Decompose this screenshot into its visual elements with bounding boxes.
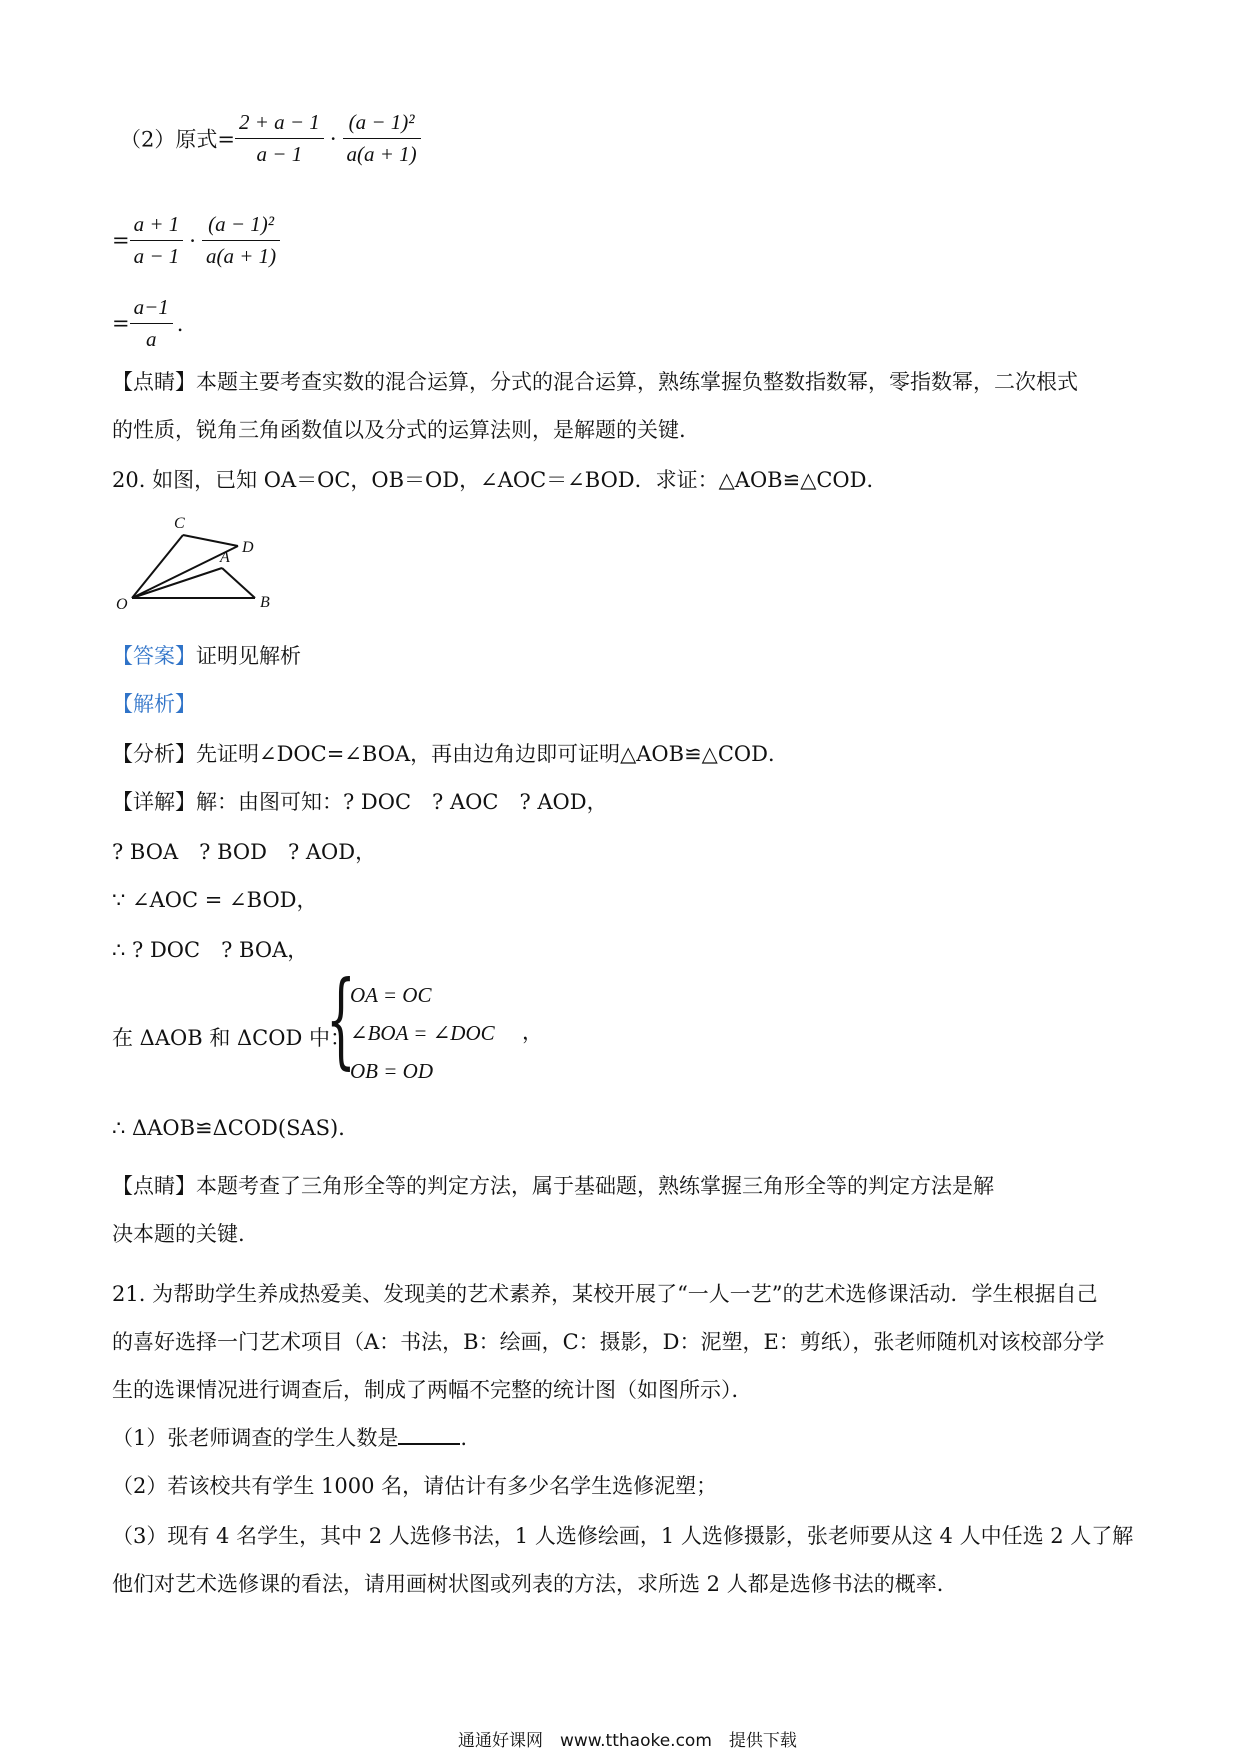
system-line: OA = OC	[350, 983, 432, 1007]
p20-figure	[110, 510, 290, 615]
label-a: A	[220, 549, 230, 566]
p21-q1: （1）张老师调查的学生人数是 .	[112, 1422, 467, 1452]
p19-frac3: $\frac{a + 1}{a - 1}$	[130, 212, 184, 269]
p20-comment-line1: 【点睛】本题考查了三角形全等的判定方法，属于基础题，熟练掌握三角形全等的判定方法是解	[112, 1174, 994, 1198]
system-tail: ，	[522, 1020, 543, 1044]
p19-frac1: $\frac{2 + a - 1}{a - 1}$	[235, 110, 324, 167]
label-d: D	[242, 539, 254, 556]
p19-comment-line2: 的性质，锐角三角函数值以及分式的运算法则，是解题的关键.	[112, 418, 686, 442]
answer-tag: 【答案】	[112, 644, 196, 668]
answer-text: 证明见解析	[196, 644, 301, 668]
p20-fenxi: 【分析】先证明∠DOC=∠BOA，再由边角边即可证明△AOB≌△COD．	[112, 742, 789, 766]
p21-q2: （2）若该校共有学生 1000 名，请估计有多少名学生选修泥塑；	[112, 1474, 718, 1498]
p20-detail4: ∴ ? DOC ? BOA，	[112, 938, 309, 962]
p20-detail1: 【详解】解：由图可知：? DOC ? AOC ? AOD，	[112, 790, 608, 814]
p20-detail3: ∵ ∠AOC = ∠BOD，	[112, 888, 318, 912]
p19-frac4: $\frac{\text{(a − 1)²}}{a(a + 1)}$	[202, 212, 280, 269]
label-c: C	[174, 515, 185, 532]
label-o: O	[116, 596, 128, 613]
p21-q3-line1: （3）现有 4 名学生，其中 2 人选修书法，1 人选修绘画，1 人选修摄影，张老师要从这 4 人中任选 2 人了解	[112, 1524, 1134, 1548]
analysis-tag: 【解析】	[112, 692, 196, 716]
answer-blank	[398, 1423, 460, 1445]
p20-detail2: ? BOA ? BOD ? AOD，	[112, 840, 377, 864]
system-line: OB = OD	[350, 1059, 433, 1083]
page-footer: 通通好课网 www.tthaoke.com 提供下载	[458, 1731, 797, 1751]
segment-ab	[222, 568, 255, 598]
p19-part2-label: （2）原式=	[120, 127, 235, 152]
p20-conclusion: ∴ ΔAOB≌ΔCOD(SAS)．	[112, 1116, 360, 1140]
brace-icon: {	[326, 958, 356, 1080]
p19-comment-line1: 【点睛】本题主要考查实数的混合运算，分式的混合运算，熟练掌握负整数指数幂，零指数幂，二次根式	[112, 370, 1078, 394]
p21-intro-line3: 生的选课情况进行调查后，制成了两幅不完整的统计图（如图所示）．	[112, 1378, 753, 1402]
segment-cd	[183, 535, 238, 546]
p21-q3-line2: 他们对艺术选修课的看法，请用画树状图或列表的方法，求所选 2 人都是选修书法的概率．	[112, 1572, 958, 1596]
p20-answer	[112, 640, 301, 670]
p19-line2: = $\frac{a + 1}{a - 1}$ · $\frac{\text{(a − 1)²}}{a(a + 1)}$	[112, 212, 280, 269]
p20-detail5: 在 ΔAOB 和 ΔCOD 中：	[112, 1026, 351, 1050]
p19-line3: = $\frac{a-1}{a}$ .	[112, 295, 184, 351]
p20-system	[350, 976, 495, 1090]
p20-question: 20. 如图，已知 OA＝OC，OB＝OD，∠AOC＝∠BOD．求证：△AOB≌△COD．	[112, 468, 888, 492]
p19-frac5: $\frac{a-1}{a}$	[130, 295, 173, 352]
p20-comment-line2: 决本题的关键.	[112, 1222, 245, 1246]
p21-intro-line2: 的喜好选择一门艺术项目（A：书法，B：绘画，C：摄影，D：泥塑，E：剪纸），张老师随机对该校部分学	[112, 1330, 1105, 1354]
p19-line1: （2）原式= $\frac{2 + a - 1}{a - 1}$ · $\frac{\text{(a − 1)²}}{a(a + 1)}$	[120, 110, 421, 167]
label-b: B	[260, 594, 270, 611]
p19-frac2: $\frac{\text{(a − 1)²}}{a(a + 1)}$	[343, 110, 421, 167]
system-line: ∠BOA = ∠DOC	[350, 1021, 495, 1045]
p21-intro-line1: 21. 为帮助学生养成热爱美、发现美的艺术素养，某校开展了“一人一艺”的艺术选修课活动．学生根据自己	[112, 1282, 1098, 1306]
segment-oa	[132, 568, 222, 598]
